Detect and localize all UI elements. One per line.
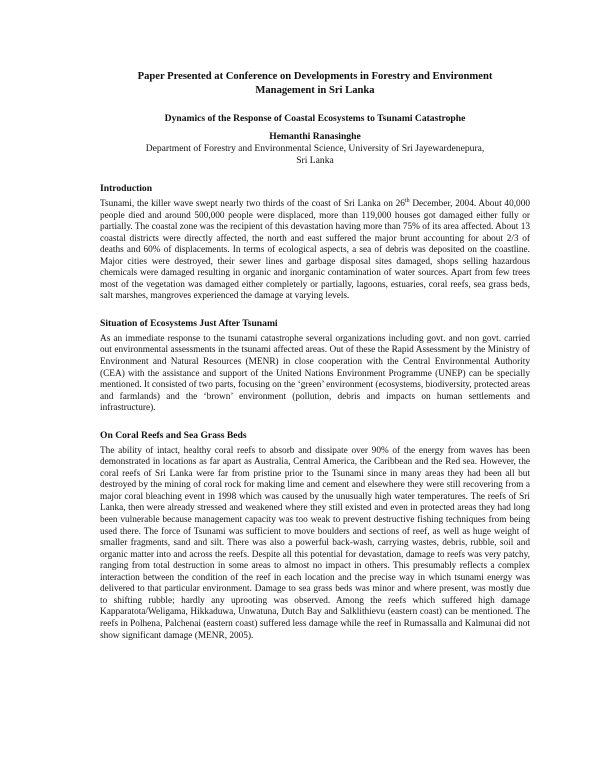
section-body-situation: As an immediate response to the tsunami catastrophe several organizations including govt. and non govt. carried out environmental assessments in the tsunami affected areas. Out of these the Rapid Assessment by the Ministry of Environment and Natural Resources (MENR) in close cooperation with the Central Environmental Authority (CEA) with the assistance and support of the United Nations Environment Programme (UNEP) can be specially mentioned. It consisted of two parts, focusing on the ‘green’ environment (ecosystems, biodiversity, protected areas and farmlands) and the ‘brown’ environment (pollution, debris and impacts on human settlements and infrastructure).: [100, 333, 530, 414]
section-body-coral-reefs: The ability of intact, healthy coral reefs to absorb and dissipate over 90% of the energy from waves has been demonstrated in locations as far apart as Australia, Central America, the Caribbean and the Red sea. However, the coral reefs of Sri Lanka were far from pristine prior to the Tsunami since in many areas they had been all but destroyed by the mining of coral rock for making lime and cement and elsewhere they were still recovering from a major coral bleaching event in 1998 which was caused by the unusually high water temperatures. The reefs of Sri Lanka, then were already stressed and weakened where they still existed and even in protected areas they had long been vulnerable because management capacity was too weak to prevent destructive fishing techniques from being used there. The force of Tsunami was sufficient to move boulders and sections of reef, as well as huge weight of smaller fragments, sand and silt. There was also a powerful back-wash, carrying wastes, debris, rubble, soil and organic matter into and across the reefs. Despite all this potential for devastation, damage to reefs was very patchy, ranging from total destruction in some areas to almost no impact in others. This presumably reflects a complex interaction between the condition of the reef in each location and the precise way in which tsunami energy was delivered to that particular environment. Damage to sea grass beds was minor and where present, was mostly due to shifting rubble; hardly any uprooting was observed. Among the reefs which suffered high damage Kapparatota/Weligama, Hikkaduwa, Unwatuna, Dutch Bay and Salklithievu (eastern coast) can be mentioned. The reefs in Polhena, Palchenai (eastern coast) suffered less damage while the reef in Rumassalla and Kalmunai did not show significant damage (MENR, 2005).: [100, 445, 530, 641]
intro-text-start: Tsunami, the killer wave swept nearly two thirds of the coast of Sri Lanka on 26: [100, 199, 405, 209]
section-body-introduction: [100, 199, 530, 303]
paper-title: Paper Presented at Conference on Developments in Forestry and Environment Management in Sri Lanka: [137, 71, 493, 96]
section-heading-coral-reefs: On Coral Reefs and Sea Grass Beds: [100, 429, 247, 441]
author-name: Hemanthi Ranasinghe: [269, 131, 361, 142]
section-heading-introduction: Introduction: [100, 183, 153, 194]
section-heading-situation: Situation of Ecosystems Just After Tsunami: [100, 317, 278, 329]
intro-date-suffix: th: [404, 197, 410, 204]
intro-text-rest: December, 2004. About 40,000 people died and around 500,000 people were displaced, more than 119,000 houses got damaged either fully or partially. The coastal zone was the recipient of this devastation having more than 75% of its area affected. About 13 coastal districts were directly affected, the north and east suffered the major brunt accounting for about 2/3 of deaths and 60% of displacements. In terms of ecological aspects, a sea of debris was deposited on the coastline. Major cities were destroyed, their sewer lines and garbage disposal sites damaged, shops selling hazardous chemicals were damaged resulting in organic and inorganic contamination of water sources. Apart from few trees most of the vegetation was damaged either completely or partially, lagoons, estuaries, coral reefs, sea grass beds, salt marshes, mangroves experienced the damage at varying levels.: [100, 199, 530, 302]
author-affiliation: Department of Forestry and Environmental Science, University of Sri Jayewardenepura, Sri Lanka: [145, 143, 485, 166]
paper-subtitle: Dynamics of the Response of Coastal Ecosystems to Tsunami Catastrophe: [164, 113, 466, 124]
